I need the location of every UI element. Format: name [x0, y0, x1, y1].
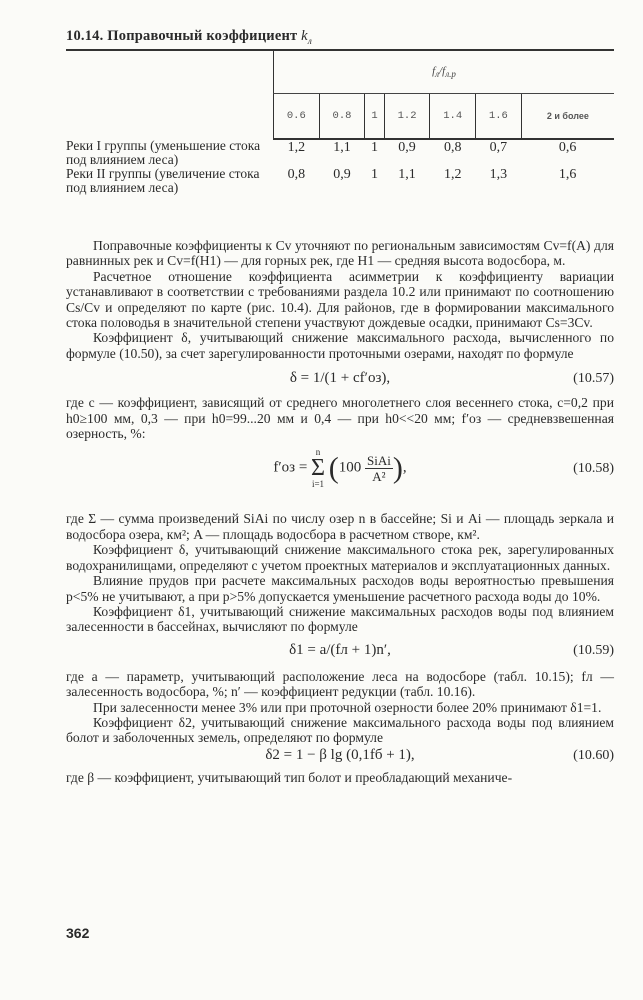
- paragraph: где c — коэффициент, зависящий от среднего многолетнего слоя весеннего стока, c=0,2 при h0≥100 мм, 0,3 — при h0=99...20 мм и 0,4 — при h0<<20 мм; f′оз — средневзвешенная озерность, %:: [66, 395, 614, 442]
- cell: 0,8: [287, 167, 306, 182]
- paragraph: Коэффициент δ, учитывающий снижение максимального расхода, вычисленного по формуле (10.50), за счет зарегулированности проточными озерами, находят по формуле: [66, 330, 614, 361]
- formula-expression: δ = 1/(1 + cf′оз),: [289, 370, 391, 387]
- stub-header: [66, 50, 274, 139]
- paragraph: Коэффициент δ1, учитывающий снижение максимальных расходов воды под влиянием залесенности в бассейнах, вычисляют по формуле: [66, 603, 614, 635]
- row-label: Реки II группы (увеличение стока под влиянием леса): [66, 166, 260, 195]
- col-header: 1.4: [430, 94, 476, 140]
- paragraph: Поправочные коэффициенты к Cv уточняют по региональным зависимостям Cv=f(A) для равнинных рек и Cv=f(H1) — для горных рек, где H1 — средняя высота водосбора, м.: [66, 238, 614, 269]
- col-header: 1.2: [384, 94, 430, 140]
- col-header: 2 и более: [521, 94, 614, 140]
- paragraph: Расчетное отношение коэффициента асимметрии к коэффициенту вариации устанавливают в соответствии с требованиями раздела 10.2 или принимают по соотношению Cs/Cv и определяют по карте (рис. 10.4). Для районов, где в формировании максимального стока половодья в значительной степени участвуют дождевые осадки, принимают Cs=3Cv.: [66, 268, 614, 331]
- cell: 1,3: [489, 167, 508, 182]
- cell: 0,9: [398, 140, 416, 155]
- cell: 1,6: [558, 167, 577, 182]
- fraction: [365, 453, 393, 485]
- col-header: 1.6: [476, 94, 522, 140]
- coefficient: 100: [338, 459, 362, 476]
- formula-number: (10.59): [573, 642, 614, 658]
- numerator: SiAi: [367, 452, 391, 468]
- paragraph: где β — коэффициент, учитывающий тип болот и преобладающий механиче-: [66, 769, 513, 785]
- row-label: Реки I группы (уменьшение стока под влиянием леса): [66, 138, 261, 167]
- col-header: 0.8: [319, 94, 365, 140]
- formula-expression: f′оз = n Σ i=1 (100 $\frac{\text{SiAi}}{\text{A²}}$ ),: [273, 447, 407, 490]
- formula-10-59: [66, 635, 614, 669]
- cell: 1,1: [333, 140, 351, 155]
- formula-10-60: [66, 746, 614, 770]
- formula-number: (10.60): [573, 747, 614, 763]
- table-caption: [66, 28, 312, 46]
- sum-lower: i=1: [311, 479, 325, 490]
- formula-tail: ,: [402, 459, 407, 476]
- formula-expression: δ2 = 1 − β lg (0,1fб + 1),: [265, 746, 415, 763]
- caption-symbol: $k_л$: [301, 28, 312, 46]
- cell: 1,1: [398, 167, 416, 182]
- body-text: [66, 238, 614, 785]
- cell: 0,6: [558, 140, 577, 155]
- cell: 1: [371, 140, 379, 155]
- cell: 0,9: [333, 167, 351, 182]
- paragraph: Влияние прудов при расчете максимальных расходов воды вероятностью превышения p<5% не учитывают, а при p>5% допускается уменьшение расчетного расхода воды до 10%.: [66, 573, 614, 604]
- formula-number: (10.57): [573, 371, 614, 387]
- cell: 1: [371, 167, 379, 182]
- correction-coefficient-table: [66, 49, 614, 195]
- table-row: [66, 139, 614, 167]
- col-header: 0.6: [274, 94, 320, 140]
- group-header: $f_л/f_{л.р}$: [274, 50, 615, 94]
- col-header: 1: [365, 94, 384, 140]
- caption-number: 10.14.: [66, 28, 104, 44]
- sigma-symbol: n Σ i=1: [311, 447, 326, 490]
- paragraph: При залесенности менее 3% или при проточной озерности более 20% принимают δ1=1.: [93, 699, 602, 715]
- cell: 1,2: [287, 140, 306, 155]
- denominator: A²: [372, 468, 386, 484]
- formula-10-58: [66, 441, 614, 501]
- page-number: 362: [66, 925, 90, 941]
- cell: 1,2: [443, 167, 462, 182]
- formula-lhs: f′оз =: [273, 459, 308, 476]
- paragraph: где Σ — сумма произведений SiAi по числу озер n в бассейне; Si и Ai — площадь зеркала и водосбора озера, км²; A — площадь водосбора в расчетном створе, км².: [66, 511, 614, 542]
- caption-text: Поправочный коэффициент: [107, 28, 298, 44]
- paragraph: Коэффициент δ, учитывающий снижение максимального стока рек, зарегулированных водохранилищами, определяют с учетом проектных материалов и эксплуатационных данных.: [66, 542, 614, 573]
- formula-number: (10.58): [573, 461, 614, 477]
- formula-expression: δ1 = a/(fл + 1)n′,: [289, 641, 391, 658]
- table-row: [66, 167, 614, 195]
- paragraph: где a — параметр, учитывающий расположение леса на водосборе (табл. 10.15); fл — залесенность водосбора, %; n′ — коэффициент редукции (табл. 10.16).: [66, 668, 614, 700]
- sum-upper: n: [315, 447, 321, 458]
- paragraph: Коэффициент δ2, учитывающий снижение максимального расхода воды под влиянием болот и заболоченных земель, определяют по формуле: [66, 714, 614, 746]
- cell: 0,8: [443, 140, 462, 155]
- formula-10-57: [66, 365, 614, 395]
- cell: 0,7: [489, 140, 508, 155]
